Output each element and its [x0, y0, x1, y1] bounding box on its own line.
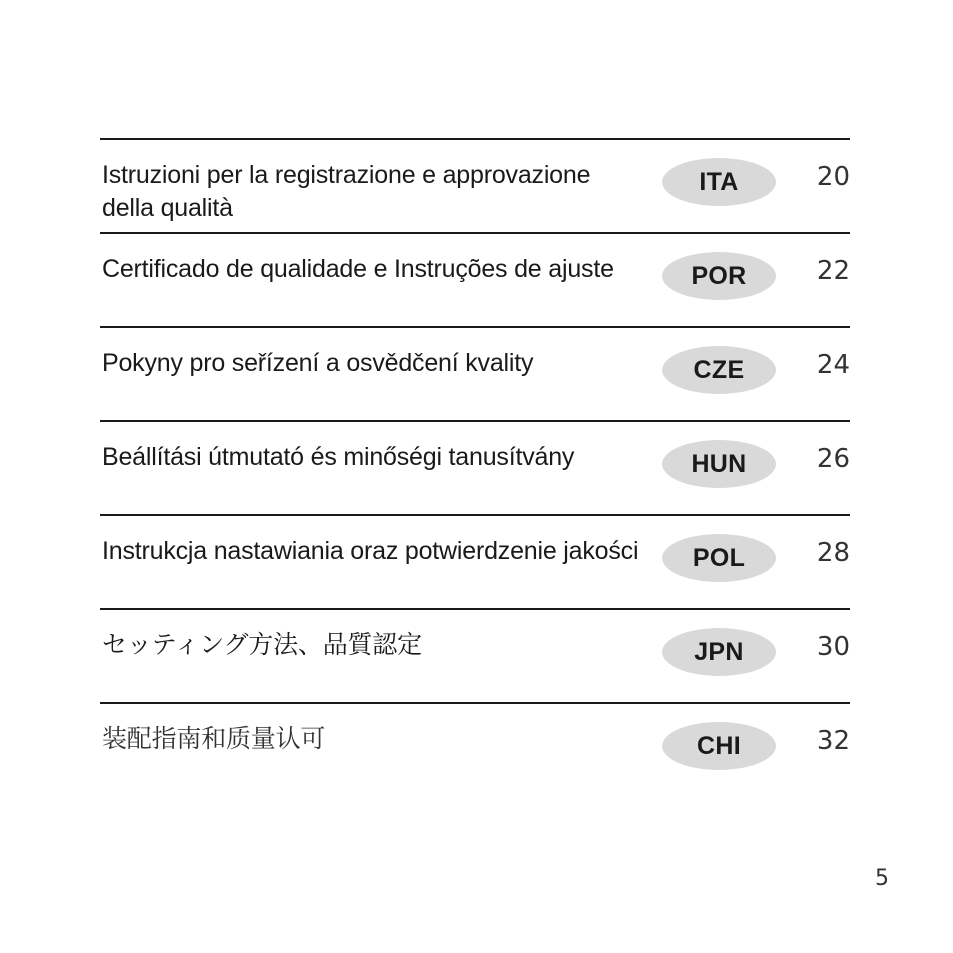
language-badge: HUN	[662, 440, 776, 488]
toc-entry-title: Certificado de qualidade e Instruções de ajuste	[102, 255, 614, 283]
toc-entry-title: Pokyny pro seřízení a osvědčení kvality	[102, 349, 534, 377]
toc-entry-pol[interactable]	[100, 514, 850, 608]
toc-entry-title: Instrukcja nastawiania oraz potwierdzenie jakości	[102, 537, 639, 565]
table-of-contents	[100, 138, 850, 796]
language-badge: CHI	[662, 722, 776, 770]
language-badge: POL	[662, 534, 776, 582]
language-badge: ITA	[662, 158, 776, 206]
toc-page-number: 30	[816, 632, 850, 662]
toc-page-number: 22	[816, 256, 850, 286]
page-number: 5	[875, 866, 889, 891]
toc-page-number: 20	[816, 162, 850, 192]
toc-entry-por[interactable]	[100, 232, 850, 326]
toc-page-number: 32	[816, 726, 850, 756]
toc-entry-title: セッティング方法、品質認定	[102, 631, 422, 659]
language-badge: JPN	[662, 628, 776, 676]
toc-page-number: 24	[816, 350, 850, 380]
toc-entry-title: Istruzioni per la registrazione e approvazione della qualità	[102, 161, 591, 222]
toc-page-number: 26	[816, 444, 850, 474]
toc-entry-hun[interactable]	[100, 420, 850, 514]
toc-entry-jpn[interactable]	[100, 608, 850, 702]
toc-entry-title: Beállítási útmutató és minőségi tanusítvány	[102, 443, 575, 471]
toc-entry-ita[interactable]	[100, 138, 850, 232]
toc-entry-cze[interactable]	[100, 326, 850, 420]
toc-entry-title: 装配指南和质量认可	[102, 725, 326, 753]
language-badge: CZE	[662, 346, 776, 394]
language-badge: POR	[662, 252, 776, 300]
toc-page-number: 28	[816, 538, 850, 568]
toc-entry-chi[interactable]	[100, 702, 850, 796]
